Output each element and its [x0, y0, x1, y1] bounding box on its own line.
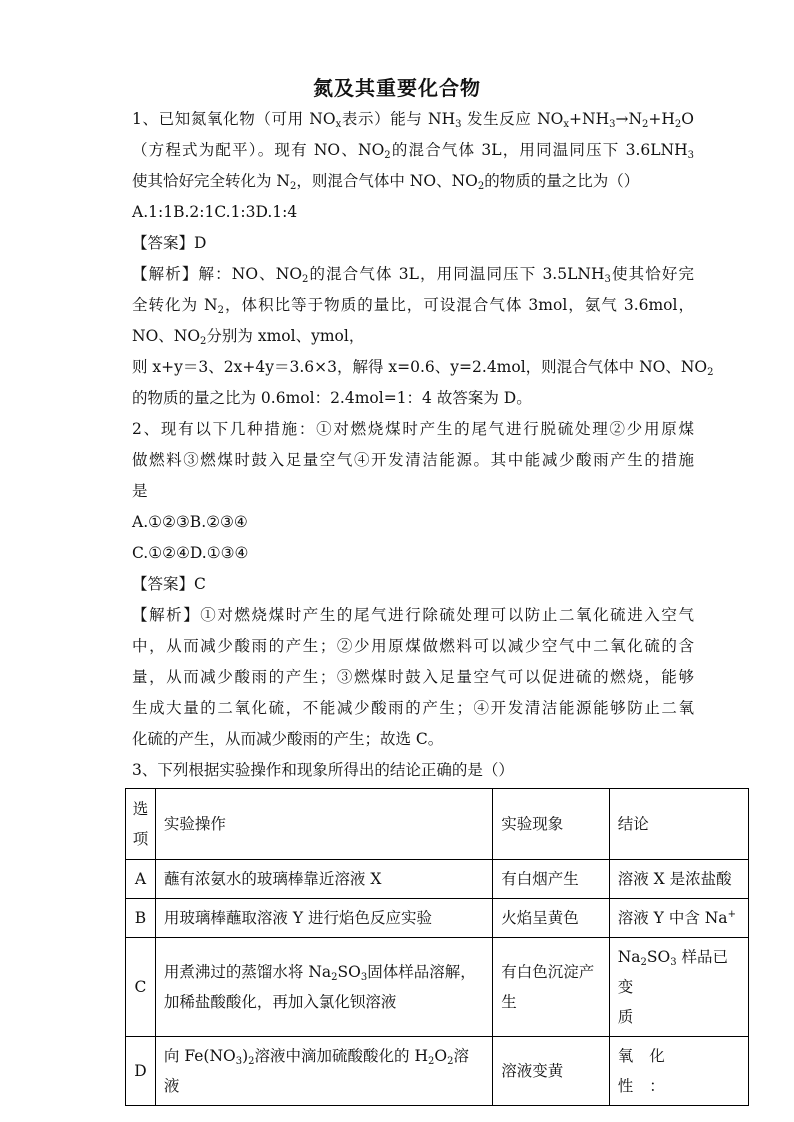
q1-explanation-line-2: 全转化为 $N_2$，体积比等于物质的量比，可设混合气体 3mol，氨气 3.6mol， — [132, 296, 694, 316]
q2-stem-line-1: 2、现有以下几种措施：①对燃烧煤时产生的尾气进行脱硫处理②少用原煤 — [132, 420, 694, 438]
row-d-option: D — [126, 1037, 156, 1106]
row-d-operation: 向 $Fe(NO_3)_2$溶液中滴加硫酸酸化的 $H_2O_2$溶液 — [155, 1037, 492, 1106]
row-d-conclusion: 氧化性： — [609, 1037, 748, 1106]
row-d-phenomenon: 溶液变黄 — [493, 1037, 610, 1106]
row-b-operation: 用玻璃棒蘸取溶液 Y 进行焰色反应实验 — [155, 899, 492, 938]
row-c-phenomenon: 有白色沉淀产 生 — [493, 938, 610, 1037]
q2-stem-line-2: 做燃料③燃煤时鼓入足量空气④开发清洁能源。其中能减少酸雨产生的措施 — [132, 451, 694, 469]
table-header-row — [126, 789, 749, 860]
table-row — [126, 938, 749, 1037]
q1-explanation-line-5: 的物质的量之比为 0.6mol：2.4mol=1：4 故答案为 D。 — [132, 389, 532, 407]
header-conclusion: 结论 — [609, 789, 748, 860]
document-title: 氮及其重要化合物 — [313, 76, 481, 100]
row-a-operation: 蘸有浓氨水的玻璃棒靠近溶液 X — [155, 860, 492, 899]
table-row — [126, 899, 749, 938]
row-a-conclusion: 溶液 X 是浓盐酸 — [609, 860, 748, 899]
q1-stem-line-2: （方程式为配平）。现有 NO、$NO_2$的混合气体 3L，用同温同压下 $3.6LNH_3$ — [132, 141, 694, 161]
row-c-conclusion: $Na_2SO_3$ 样品已变 质 — [609, 938, 748, 1037]
q1-explanation-line-4: 则 x+y＝3、2x+4y＝3.6×3，解得 x=0.6、y=2.4mol，则混合气体中 NO、$NO_2$ — [132, 358, 714, 378]
q2-explanation-line-5: 化硫的产生，从而减少酸雨的产生；故选 C。 — [132, 730, 444, 748]
header-option: 选项 — [126, 789, 156, 860]
row-b-conclusion: 溶液 Y 中含 Na+ — [609, 899, 748, 938]
q1-stem-line-1: 1、已知氮氧化物（可用 $NO_x$表示）能与 $NH_3$ 发生反应 $NO_x+NH_3\to N_2+H_2O$ — [132, 110, 695, 130]
row-a-option: A — [126, 860, 156, 899]
row-c-option: C — [126, 938, 156, 1037]
row-b-phenomenon: 火焰呈黄色 — [493, 899, 610, 938]
table-row — [126, 860, 749, 899]
q1-explanation-line-1: 【解析】解：NO、$NO_2$的混合气体 3L，用同温同压下 $3.5LNH_3$使其恰好完 — [132, 265, 694, 285]
row-b-option: B — [126, 899, 156, 938]
q1-stem-line-3: 使其恰好完全转化为 $N_2$，则混合气体中 NO、$NO_2$的物质的量之比为（） — [132, 172, 640, 192]
q2-explanation-line-1: 【解析】①对燃烧煤时产生的尾气进行除硫处理可以防止二氧化硫进入空气 — [132, 606, 694, 624]
q2-options-2: C.①②④D.①③④ — [132, 544, 249, 562]
q2-explanation-line-2: 中，从而减少酸雨的产生；②少用原煤做燃料可以减少空气中二氧化硫的含 — [132, 637, 694, 655]
header-operation: 实验操作 — [155, 789, 492, 860]
q2-explanation-line-3: 量，从而减少酸雨的产生；③燃煤时鼓入足量空气可以促进硫的燃烧，能够 — [132, 668, 694, 686]
q1-explanation-line-3: NO、$NO_2$分别为 xmol、ymol， — [132, 327, 365, 347]
table-row — [126, 1037, 749, 1106]
q2-explanation-line-4: 生成大量的二氧化硫，不能减少酸雨的产生；④开发清洁能源能够防止二氧 — [132, 699, 694, 717]
row-a-phenomenon: 有白烟产生 — [493, 860, 610, 899]
header-phenomenon: 实验现象 — [493, 789, 610, 860]
q3-stem: 3、下列根据实验操作和现象所得出的结论正确的是（） — [132, 761, 514, 779]
q2-stem-line-3: 是 — [132, 482, 148, 500]
q2-options-1: A.①②③B.②③④ — [132, 513, 248, 531]
q2-answer: 【答案】C — [132, 575, 206, 593]
document-body — [132, 104, 714, 786]
q1-options: A.1:1B.2:1C.1:3D.1:4 — [132, 203, 298, 221]
q1-answer: 【答案】D — [132, 234, 207, 252]
row-c-operation: 用煮沸过的蒸馏水将 $Na_2SO_3$固体样品溶解， 加稀盐酸酸化，再加入氯化钡溶液 — [155, 938, 492, 1037]
q3-table — [125, 788, 749, 1106]
